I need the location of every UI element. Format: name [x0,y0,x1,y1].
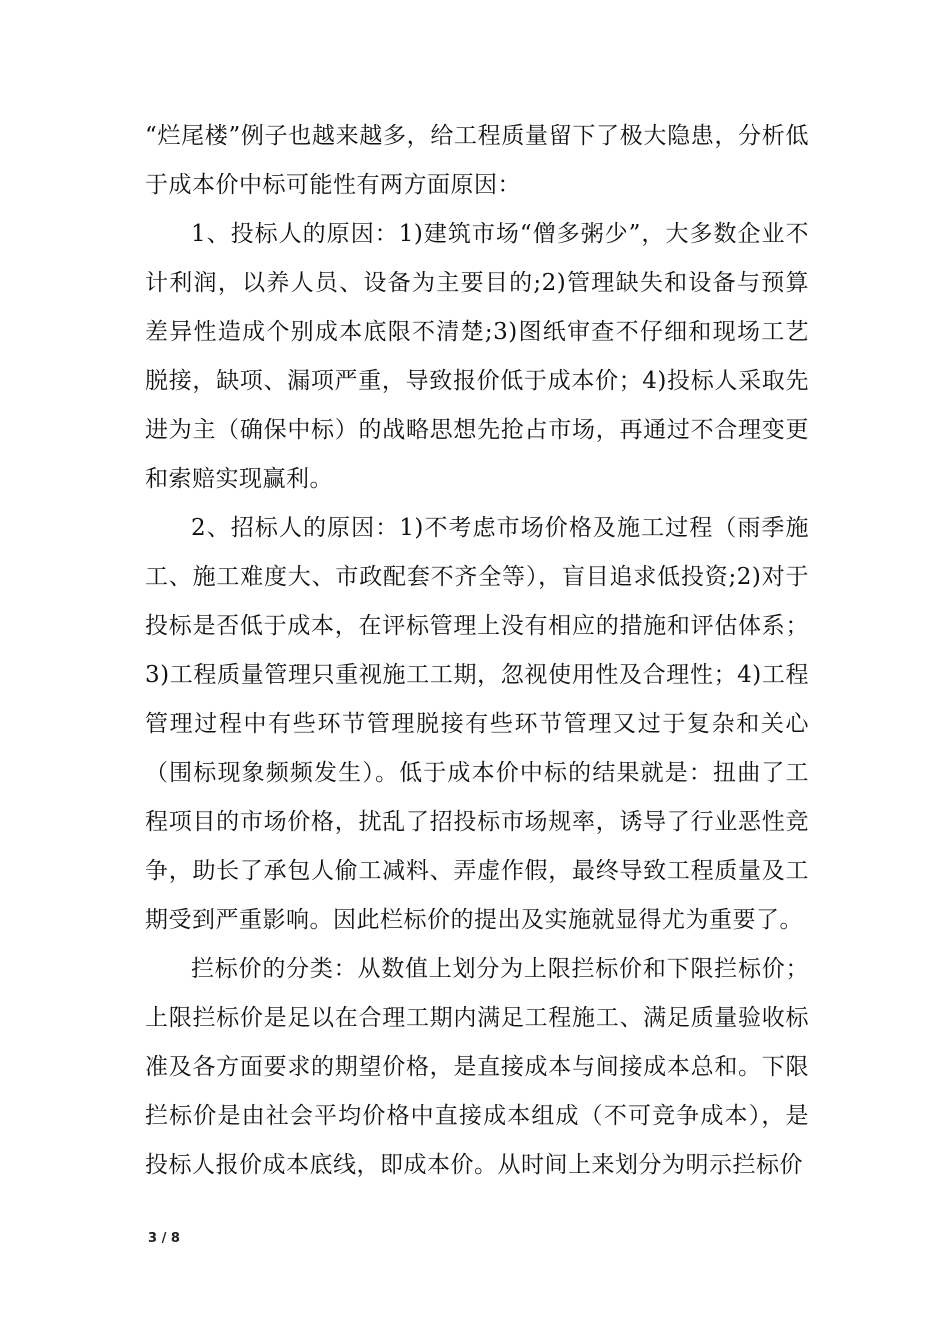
document-body [145,112,809,1190]
paragraph-bidder-reasons: 1、投标人的原因：1)建筑市场“僧多粥少”，大多数企业不计利润，以养人员、设备为主要目的;2)管理缺失和设备与预算差异性造成个别成本底限不清楚;3)图纸审查不仔细和现场工艺脱接，缺项、漏项严重，导致报价低于成本价；4)投标人采取先进为主（确保中标）的战略思想先抢占市场，再通过不合理变更和索赔实现赢利。 [145,221,809,492]
paragraph-price-classification: 拦标价的分类：从数值上划分为上限拦标价和下限拦标价；上限拦标价是足以在合理工期内满足工程施工、满足质量验收标准及各方面要求的期望价格，是直接成本与间接成本总和。下限拦标价是由社会平均价格中直接成本组成（不可竞争成本），是投标人报价成本底线，即成本价。从时间上来划分为明示拦标价 [145,956,809,1178]
paragraph-intro: “烂尾楼”例子也越来越多，给工程质量留下了极大隐患，分析低于成本价中标可能性有两方面原因： [145,123,809,198]
page-number: 3 / 8 [148,1231,180,1246]
paragraph-tenderer-reasons: 2、招标人的原因：1)不考虑市场价格及施工过程（雨季施工、施工难度大、市政配套不齐全等），盲目追求低投资;2)对于投标是否低于成本，在评标管理上没有相应的措施和评估体系；3)工程质量管理只重视施工工期，忽视使用性及合理性；4)工程管理过程中有些环节管理脱接有些环节管理又过于复杂和关心（围标现象频频发生）。低于成本价中标的结果就是：扭曲了工程项目的市场价格，扰乱了招投标市场规率，诱导了行业恶性竞争，助长了承包人偷工减料、弄虚作假，最终导致工程质量及工期受到严重影响。因此栏标价的提出及实施就显得尤为重要了。 [145,515,809,933]
